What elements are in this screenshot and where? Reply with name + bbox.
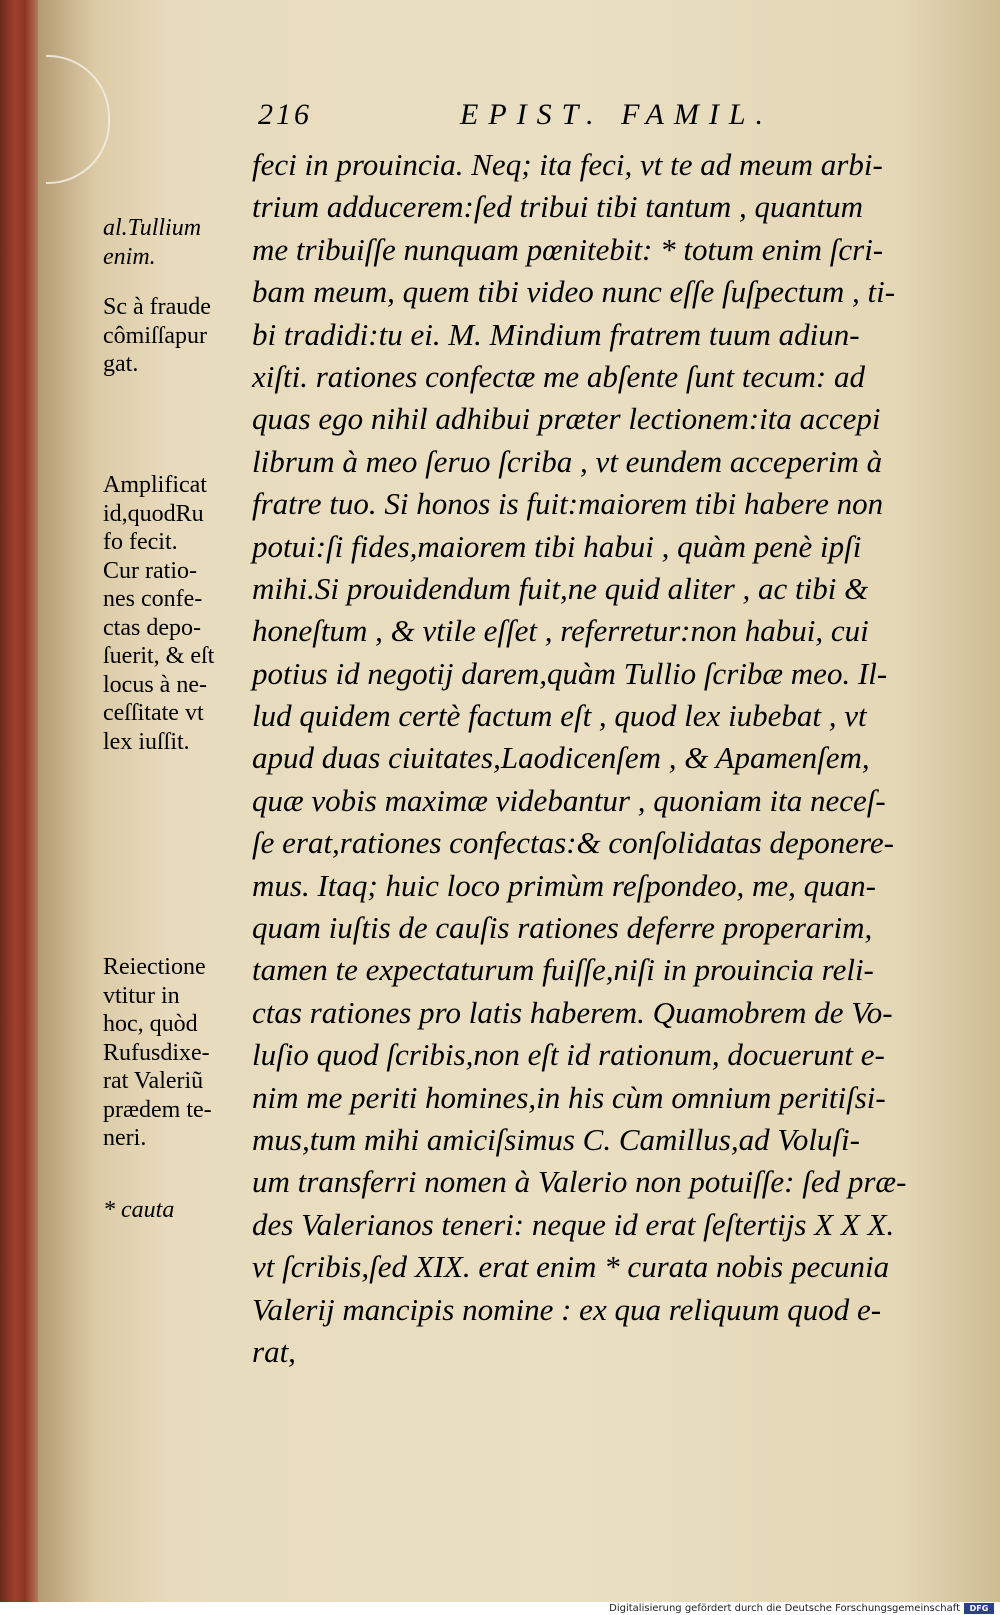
text-line: ctas rationes pro latis haberem. Quamobrem de Vo- bbox=[252, 994, 893, 1030]
text-line: quas ego nihil adhibui præter lectionem:ita accepi bbox=[252, 401, 881, 437]
text-line: feci in prouincia. Neq; ita feci, vt te ad meum arbi- bbox=[252, 147, 883, 182]
text-line: mus,tum mihi amiciſsimus C. Camillus,ad Voluſi- bbox=[252, 1121, 860, 1157]
margin-line: lex iuſſit. bbox=[103, 728, 190, 755]
margin-line: al.Tullium bbox=[103, 215, 202, 241]
marginal-note-variant-cauta bbox=[103, 1196, 253, 1225]
margin-line: * cauta bbox=[103, 1197, 175, 1223]
margin-line: rat Valeriũ bbox=[103, 1068, 204, 1094]
margin-line: ceſſitate vt bbox=[103, 700, 204, 726]
margin-line: ſuerit, & eſt bbox=[103, 643, 215, 669]
text-line: apud duas ciuitates,Laodicenſem , & Apamenſem, bbox=[252, 740, 870, 776]
text-line: potui:ſi fides,maiorem tibi habui , quàm penè ipſi bbox=[252, 528, 862, 564]
marginal-note-fraud bbox=[103, 293, 253, 379]
running-header bbox=[258, 98, 848, 138]
footer-credit: Digitalisierung gefördert durch die Deutsche Forschungsgemeinschaft bbox=[609, 1603, 960, 1614]
margin-line: id,quodRu bbox=[103, 500, 204, 527]
margin-line: cômiſſapur bbox=[103, 322, 207, 349]
margin-line: nes confe- bbox=[103, 586, 203, 612]
text-line: bi tradidi:tu ei. M. Mindium fratrem tuum adiun- bbox=[252, 316, 860, 352]
text-line: luſio quod ſcribis,non eſt id rationum, docuerunt e- bbox=[252, 1037, 885, 1073]
margin-line: neri. bbox=[103, 1125, 147, 1151]
margin-line: Reiectione bbox=[103, 954, 206, 980]
margin-line: Amplificat bbox=[103, 472, 207, 498]
margin-line: Rufusdixe- bbox=[103, 1039, 210, 1066]
text-line: bam meum, quem tibi video nunc eſſe ſuſpectum , ti- bbox=[252, 274, 896, 310]
text-line: mihi.Si prouidendum fuit,ne quid aliter , ac tibi & bbox=[252, 570, 869, 606]
book-spine-edge bbox=[0, 0, 42, 1602]
text-line: tamen te expectaturum fuiſſe,niſi in prouincia reli- bbox=[252, 952, 874, 988]
margin-line: ctas depo- bbox=[103, 614, 201, 641]
text-line: me tribuiſſe nunquam pœnitebit: * totum enim ſcri- bbox=[252, 231, 884, 267]
marginal-note-variant bbox=[103, 214, 253, 271]
margin-line: vtitur in bbox=[103, 982, 180, 1009]
margin-line: Cur ratio- bbox=[103, 557, 197, 584]
text-line: potius id negotij darem,quàm Tullio ſcribæ meo. Il- bbox=[252, 655, 888, 691]
text-line: quam iuſtis de cauſis rationes deferre properarim, bbox=[252, 910, 873, 946]
text-line: xiſti. rationes confectæ me abſente ſunt tecum: ad bbox=[252, 358, 865, 394]
margin-line: prædem te- bbox=[103, 1096, 212, 1123]
digitization-footer bbox=[0, 1602, 1000, 1615]
text-line: fratre tuo. Si honos is fuit:maiorem tibi habere non bbox=[252, 486, 884, 522]
running-title: EPIST. FAMIL. bbox=[460, 98, 774, 131]
text-line: ſe erat,rationes confectas:& conſolidatas deponere- bbox=[252, 825, 894, 861]
text-line: lud quidem certè factum eſt , quod lex iubebat , vt bbox=[252, 698, 867, 734]
margin-line: enim. bbox=[103, 243, 156, 270]
text-line: quæ vobis maximæ videbantur , quoniam ita neceſ- bbox=[252, 782, 886, 818]
marginal-note-rejection bbox=[103, 953, 253, 1153]
page-number: 216 bbox=[258, 98, 312, 131]
text-line: librum à meo ſeruo ſcriba , vt eundem acceperim à bbox=[252, 443, 883, 479]
text-line: nim me periti homines,in his cùm omnium peritiſsi- bbox=[252, 1079, 886, 1115]
text-line: rat, bbox=[252, 1333, 296, 1369]
text-line: trium adducerem:ſed tribui tibi tantum , quantum bbox=[252, 189, 864, 225]
text-line: vt ſcribis,ſed XIX. erat enim * curata nobis pecunia bbox=[252, 1249, 890, 1285]
text-line: um transferri nomen à Valerio non potuiſſe: ſed præ- bbox=[252, 1164, 907, 1200]
main-text-block bbox=[252, 144, 952, 1373]
margin-line: locus à ne- bbox=[103, 671, 207, 698]
text-line: Valerij mancipis nomine : ex qua reliquum quod e- bbox=[252, 1291, 882, 1327]
dfg-logo: DFG bbox=[964, 1603, 994, 1614]
text-line: des Valerianos teneri: neque id erat ſeſtertijs X X X. bbox=[252, 1206, 895, 1242]
margin-line: fo fecit. bbox=[103, 529, 178, 555]
margin-line: gat. bbox=[103, 351, 139, 377]
text-line: mus. Itaq; huic loco primùm reſpondeo, me, quan- bbox=[252, 867, 876, 903]
text-line: honeſtum , & vtile eſſet , referretur:non habui, cui bbox=[252, 613, 869, 649]
clip-ring-artifact bbox=[46, 55, 110, 184]
marginal-note-amplification bbox=[103, 471, 253, 756]
margin-line: hoc, quòd bbox=[103, 1011, 198, 1037]
margin-line: Sc à fraude bbox=[103, 294, 211, 320]
